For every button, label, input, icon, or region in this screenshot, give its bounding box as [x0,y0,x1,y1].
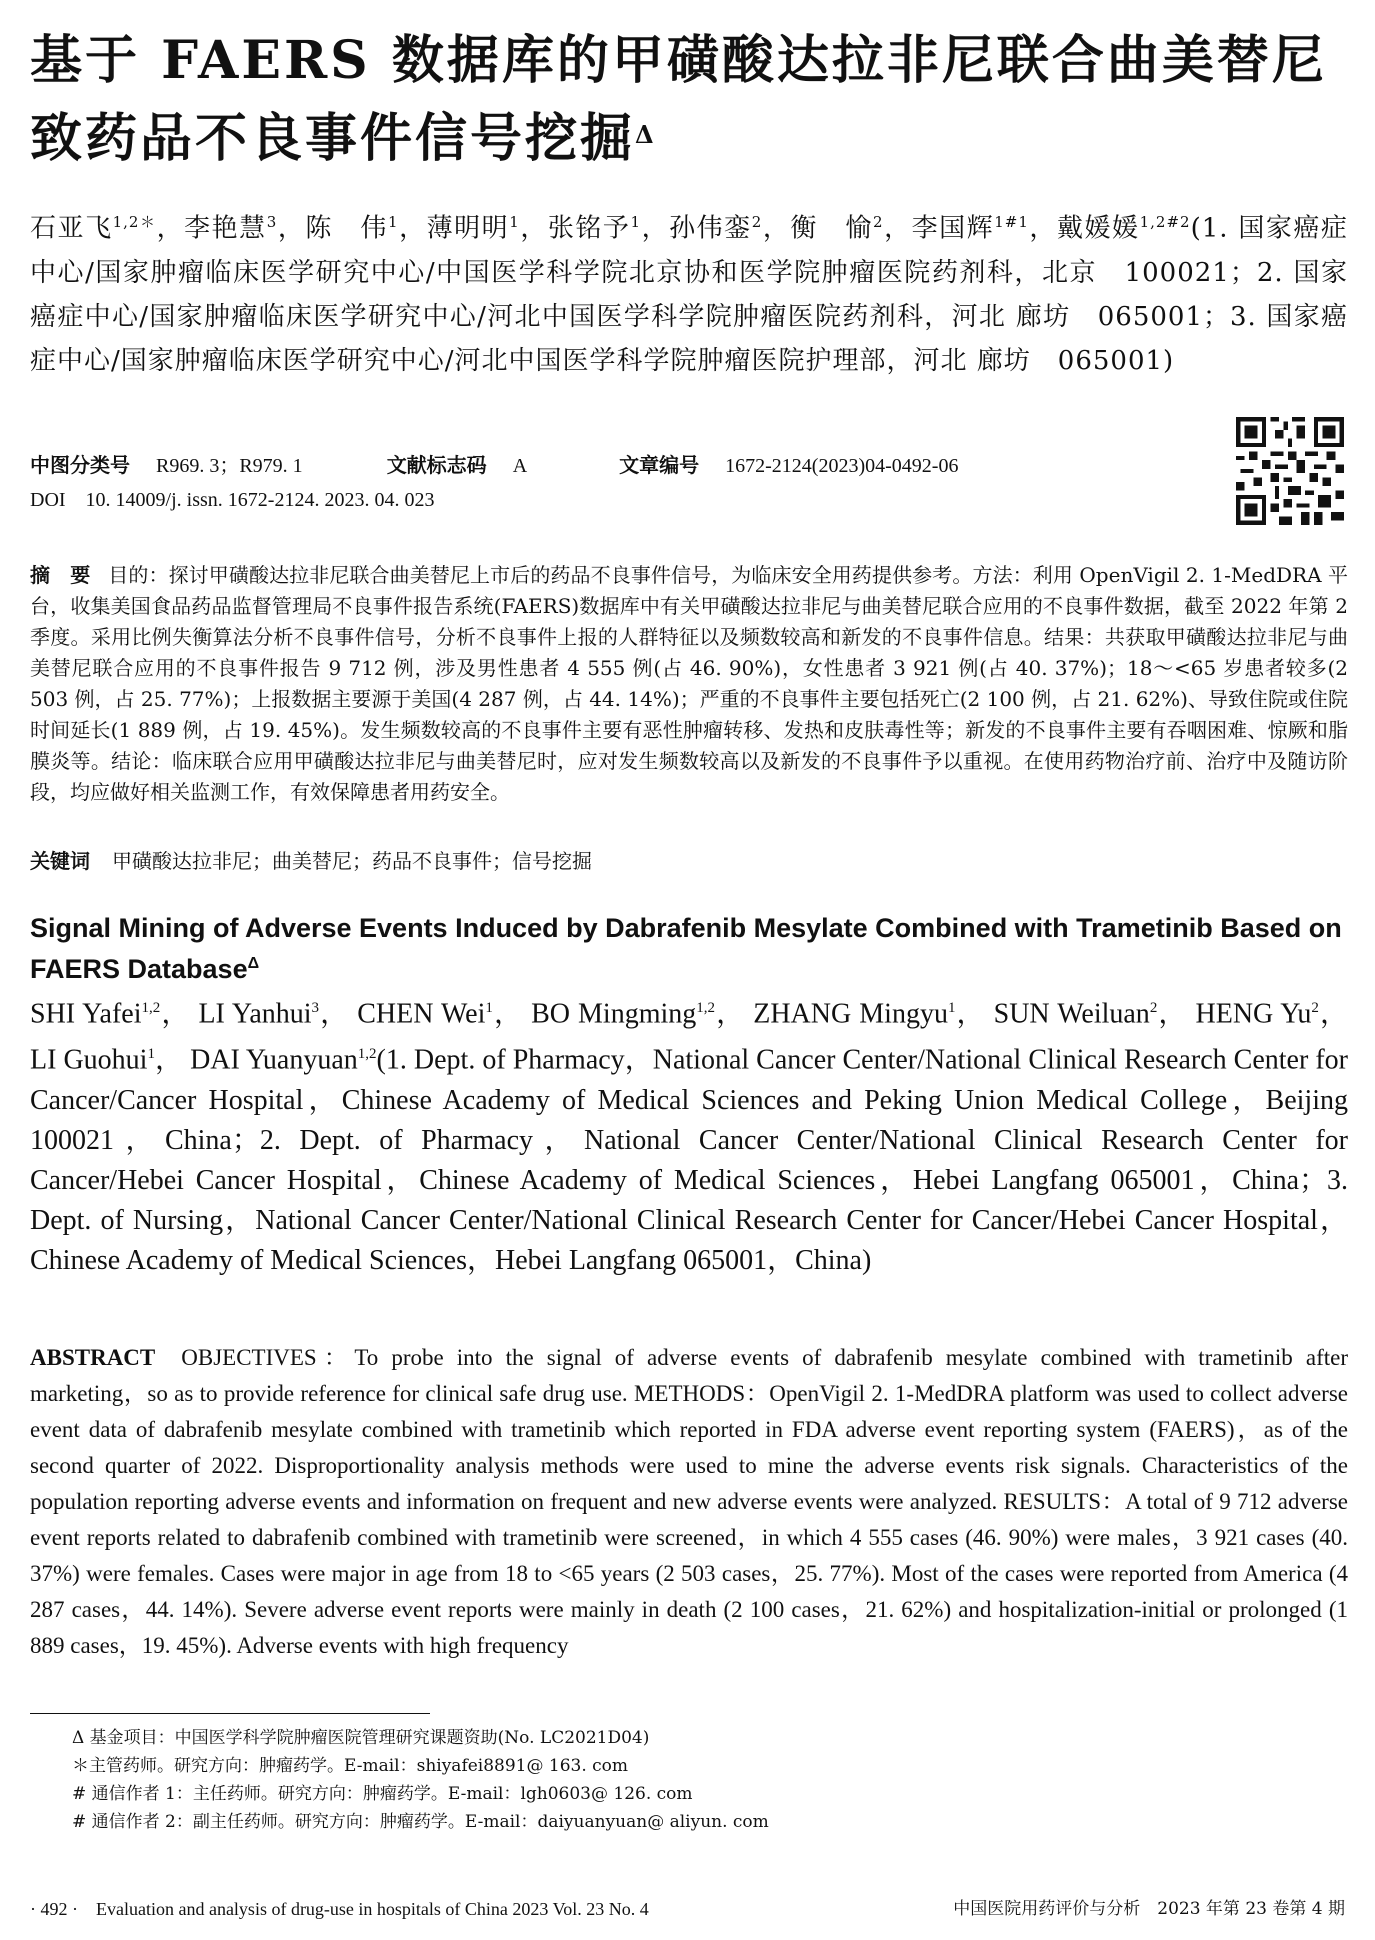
doi-label: DOI [30,489,66,511]
author-en: HENG Yu [1195,998,1312,1030]
author-cn: 衡 愉 [790,213,873,244]
keywords-cn [30,846,1348,876]
abstract-cn-label: 摘 要 [30,563,91,587]
footnote-corresponding-2: # 通信作者 2：副主任药师。研究方向：肿瘤药学。E-mail：daiyuanyuan@ aliyun. com [72,1812,769,1832]
abstract-en-text: OBJECTIVES：To probe into the signal of adverse events of dabrafenib mesylate combined with trametinib after marketing，so as to provide reference for clinical safe drug use. METHODS：OpenVigil 2. 1-MedDRA platform was used to collect adverse event data of dabrafenib mesylate combined with trametinib which reported in FDA adverse event reporting system (FAERS)，as of the second quarter of 2022. Disproportionality analysis methods were used to mine the adverse events risk signals. Characteristics of the population reporting adverse events and information on frequent and new adverse events were analyzed. RESULTS：A total of 9 712 adverse event reports related to dabrafenib combined with trametinib were screened，in which 4 555 cases (46. 90%) were males，3 921 cases (40. 37%) were females. Cases were major in age from 18 to <65 years (2 503 cases，25. 77%). Most of the cases were reported from America (4 287 cases，44. 14%). Severe adverse event reports were mainly in death (2 100 cases，21. 62%) and hospitalization-initial or prolonged (1 889 cases，19. 45%). Adverse events with high frequency [30,1345,1348,1658]
author-cn: 薄明明 [426,213,510,244]
author-cn: 张铭予 [547,213,631,244]
classification-line [30,451,958,480]
keywords-cn-text: 甲磺酸达拉非尼；曲美替尼；药品不良事件；信号挖掘 [112,849,592,873]
author-en: LI Guohui [30,1044,148,1076]
funding-mark-en: Δ [247,955,260,972]
author-cn: 石亚飞 [30,213,113,244]
footnote-divider [30,1713,430,1714]
author-cn: 孙伟銮 [669,213,752,244]
abstract-en-label: ABSTRACT [30,1345,156,1370]
author-cn: 李艳慧 [184,213,267,244]
abstract-cn [30,560,1348,808]
author-en: SUN Weiluan [993,998,1150,1030]
author-cn: 李国辉 [911,213,995,244]
keywords-cn-label: 关键词 [30,849,90,873]
footnotes [72,1724,1342,1836]
affiliations-cn: (1. 国家癌症中心/国家肿瘤临床医学研究中心/中国医学科学院北京协和医学院肿瘤医院药剂科，北京 100021；2. 国家癌症中心/国家肿瘤临床医学研究中心/河北中国医学科学院肿瘤医院药剂科，河北 廊坊 065001；3. 国家癌症中心/国家肿瘤临床医学研究中心/河北中国医学科学院肿瘤医院护理部，河北 廊坊 065001) [30,213,1348,376]
clc-label: 中图分类号 [30,453,130,477]
article-title-en: Signal Mining of Adverse Events Induced by Dabrafenib Mesylate Combined with Trametinib Based on FAERS Database$^\Delta$ [30,913,1342,984]
title-cn-line1: 基于 FAERS 数据库的甲磺酸达拉非尼联合曲美替尼 [30,30,1327,91]
authors-cn: 石亚飞$^{1,2*}$，李艳慧$^3$，陈 伟$^1$，薄明明$^1$，张铭予$^1$，孙伟銮$^2$，衡 愉$^2$，李国辉$^{1\#1}$，戴媛媛$^{1,2\#2}$(1. 国家癌症中心/国家肿瘤临床医学研究中心/中国医学科学院北京协和医学院肿瘤医院药剂科，北京 100021；2. 国家癌症中心/国家肿瘤临床医学研究中心/河北中国医学科学院肿瘤医院药剂科，河北 廊坊 065001；3. 国家癌症中心/国家肿瘤临床医学研究中心/河北中国医学科学院肿瘤医院护理部，河北 廊坊 065001) [30,213,1348,376]
author-en: BO Mingming [531,998,697,1030]
abstract-en [30,1340,1348,1664]
authors-en: SHI Yafei$^{1,2}$， LI Yanhui$^3$， CHEN Wei$^1$， BO Mingming$^{1,2}$， ZHANG Mingyu$^1$， SUN Weiluan$^2$， HENG Yu$^2$， LI Guohui$^1$， DAI Yuanyuan$^{1,2}$(1. Dept. of Pharmacy，National Cancer Center/National Clinical Research Center for Cancer/Cancer Hospital，Chinese Academy of Medical Sciences and Peking Union Medical College，Beijing 100021，China；2. Dept. of Pharmacy，National Cancer Center/National Clinical Research Center for Cancer/Hebei Cancer Hospital，Chinese Academy of Medical Sciences，Hebei Langfang 065001，China；3. Dept. of Nursing，National Cancer Center/National Clinical Research Center for Cancer/Hebei Cancer Hospital，Chinese Academy of Medical Sciences，Hebei Langfang 065001，China) [30,998,1348,1276]
abstract-cn-text: 目的：探讨甲磺酸达拉非尼联合曲美替尼上市后的药品不良事件信号，为临床安全用药提供参考。方法：利用 OpenVigil 2. 1-MedDRA 平台，收集美国食品药品监督管理局不良事件报告系统(FAERS)数据库中有关甲磺酸达拉非尼与曲美替尼联合应用的不良事件数据，截至 2022 年第 2 季度。采用比例失衡算法分析不良事件信号，分析不良事件上报的人群特征以及频数较高和新发的不良事件信息。结果：共获取甲磺酸达拉非尼与曲美替尼联合应用的不良事件报告 9 712 例，涉及男性患者 4 555 例(占 46. 90%)，女性患者 3 921 例(占 40. 37%)；18～<65 岁患者较多(2 503 例，占 25. 77%)；上报数据主要源于美国(4 287 例，占 44. 14%)；严重的不良事件主要包括死亡(2 100 例，占 21. 62%)、导致住院或住院时间延长(1 889 例，占 19. 45%)。发生频数较高的不良事件主要有恶性肿瘤转移、发热和皮肤毒性等；新发的不良事件主要有吞咽困难、惊厥和脂膜炎等。结论：临床联合应用甲磺酸达拉非尼与曲美替尼时，应对发生频数较高以及新发的不良事件予以重视。在使用药物治疗前、治疗中及随访阶段，均应做好相关监测工作，有效保障患者用药安全。 [30,563,1348,804]
affiliations-en: (1. Dept. of Pharmacy，National Cancer Center/National Clinical Research Center for Cancer/Cancer Hospital，Chinese Academy of Medical Sciences and Peking Union Medical College，Beijing 100021，China；2. Dept. of Pharmacy，National Cancer Center/National Clinical Research Center for Cancer/Hebei Cancer Hospital，Chinese Academy of Medical Sciences，Hebei Langfang 065001，China；3. Dept. of Nursing，National Cancer Center/National Clinical Research Center for Cancer/Hebei Cancer Hospital，Chinese Academy of Medical Sciences，Hebei Langfang 065001，China) [30,1044,1348,1276]
author-en: CHEN Wei [357,998,486,1030]
article-no-value: 1672-2124(2023)04-0492-06 [725,455,959,477]
doi-line [30,486,434,514]
author-en: LI Yanhui [198,998,312,1030]
article-title-cn [30,22,1350,178]
author-en: ZHANG Mingyu [753,998,948,1030]
footnote-first-author: ＊主管药师。研究方向：肿瘤药学。E-mail：shiyafei8891@ 163. com [72,1756,629,1776]
author-en: DAI Yuanyuan [190,1044,358,1076]
footnote-corresponding-1: # 通信作者 1：主任药师。研究方向：肿瘤药学。E-mail：lgh0603@ 126. com [72,1784,693,1804]
funding-mark: Δ [635,120,657,149]
author-cn: 戴媛媛 [1056,213,1140,244]
footer-left: · 492 · Evaluation and analysis of drug-use in hospitals of China 2023 Vol. 23 No. 4 [30,1899,649,1919]
article-no-label: 文章编号 [619,453,700,477]
author-en: SHI Yafei [30,998,142,1030]
doi-value: 10. 14009/j. issn. 1672-2124. 2023. 04. 023 [85,489,435,511]
title-cn-line2: 致药品不良事件信号挖掘$^\Delta$ [30,108,657,169]
author-cn: 陈 伟 [305,213,388,244]
doc-code-value: A [512,455,528,477]
footnote-funding: Δ 基金项目：中国医学科学院肿瘤医院管理研究课题资助(No. LC2021D04) [72,1728,650,1748]
footer-right: 中国医院用药评价与分析 2023 年第 23 卷第 4 期 [953,1899,1345,1919]
qr-code-icon [1236,417,1344,525]
doc-code-label: 文献标志码 [386,453,487,477]
clc-value: R969. 3；R979. 1 [156,455,303,477]
